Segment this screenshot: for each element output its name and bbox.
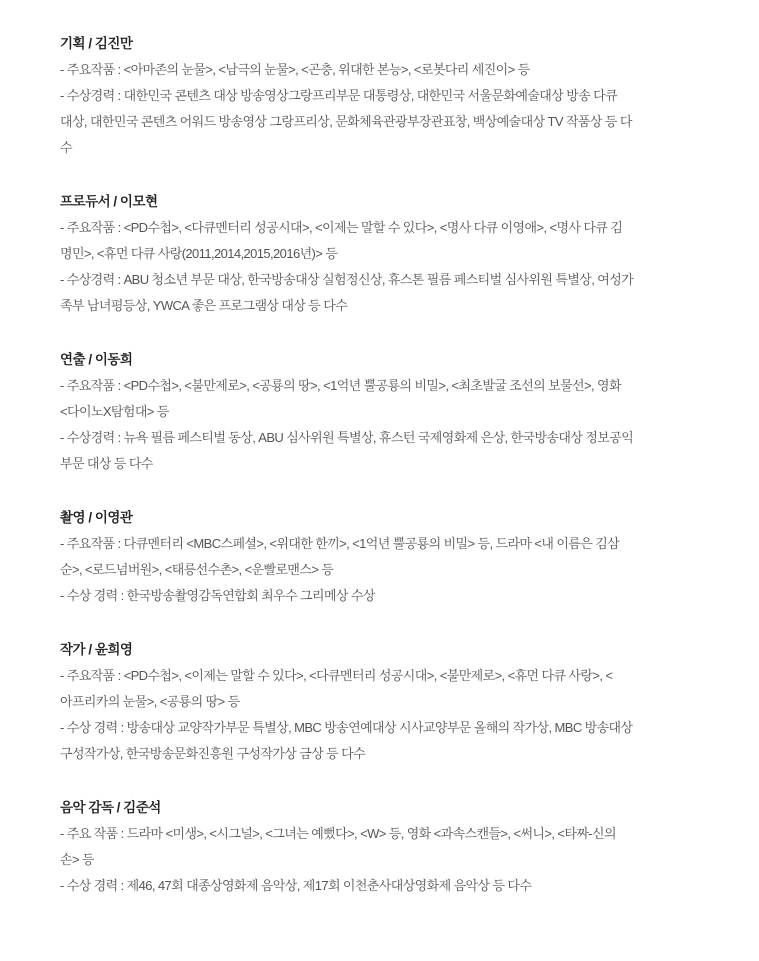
credit-heading: 기획 / 김진만: [60, 36, 133, 51]
credit-line: <다이노X탐험대> 등: [60, 404, 169, 419]
credit-line: - 수상경력 : 뉴욕 필름 페스티벌 동상, ABU 심사위원 특별상, 휴스턴 국제영화제 은상, 한국방송대상 정보공익: [60, 430, 634, 445]
credit-line: - 주요작품 : <PD수첩>, <다큐멘터리 성공시대>, <이제는 말할 수 있다>, <명사 다큐 이영애>, <명사 다큐 김: [60, 220, 623, 235]
credit-line: 손> 등: [60, 852, 94, 867]
credit-section: [60, 347, 700, 477]
staff-credits: [60, 31, 700, 927]
credit-heading: 음악 감독 / 김준석: [60, 800, 161, 815]
credit-line: - 수상 경력 : 방송대상 교양작가부문 특별상, MBC 방송연예대상 시사교양부문 올해의 작가상, MBC 방송대상: [60, 720, 633, 735]
credit-line: - 수상경력 : 대한민국 콘텐츠 대상 방송영상그랑프리부문 대통령상, 대한민국 서울문화예술대상 방송 다큐: [60, 88, 618, 103]
credit-heading: 촬영 / 이영관: [60, 510, 133, 525]
credit-line: 명민>, <휴먼 다큐 사랑(2011,2014,2015,2016년)> 등: [60, 246, 338, 261]
credit-line: - 주요작품 : <PD수첩>, <불만제로>, <공룡의 땅>, <1억년 뿔공룡의 비밀>, <최초발굴 조선의 보물선>, 영화: [60, 378, 621, 393]
credit-line: - 수상경력 : ABU 청소년 부문 대상, 한국방송대상 실험정신상, 휴스톤 필름 페스티벌 심사위원 특별상, 여성가: [60, 272, 634, 287]
credit-heading: 연출 / 이동희: [60, 352, 133, 367]
credit-line: 수: [60, 140, 72, 155]
credit-section: [60, 795, 700, 899]
credit-line: - 주요작품 : <PD수첩>, <이제는 말할 수 있다>, <다큐멘터리 성공시대>, <불만제로>, <휴먼 다큐 사랑>, <: [60, 668, 613, 683]
credit-line: 대상, 대한민국 콘텐츠 어워드 방송영상 그랑프리상, 문화체육관광부장관표창, 백상예술대상 TV 작품상 등 다: [60, 114, 632, 129]
credit-heading: 프로듀서 / 이모현: [60, 194, 158, 209]
credit-line: 아프리카의 눈물>, <공룡의 땅> 등: [60, 694, 240, 709]
credit-line: 족부 남녀평등상, YWCA 좋은 프로그램상 대상 등 다수: [60, 298, 348, 313]
credit-line: 순>, <로드넘버원>, <태릉선수촌>, <운빨로맨스> 등: [60, 562, 334, 577]
credit-section: [60, 31, 700, 161]
credit-line: - 주요 작품 : 드라마 <미생>, <시그널>, <그녀는 예뻤다>, <W> 등, 영화 <과속스캔들>, <써니>, <타짜-신의: [60, 826, 616, 841]
credit-line: - 주요작품 : <아마존의 눈물>, <남극의 눈물>, <곤충, 위대한 본능>, <로봇다리 세진이> 등: [60, 62, 530, 77]
credit-section: [60, 637, 700, 767]
credit-line: - 수상 경력 : 제46, 47회 대종상영화제 음악상, 제17회 이천춘사대상영화제 음악상 등 다수: [60, 878, 532, 893]
credit-section: [60, 189, 700, 319]
credit-section: [60, 505, 700, 609]
credit-line: 부문 대상 등 다수: [60, 456, 153, 471]
credit-line: 구성작가상, 한국방송문화진흥원 구성작가상 금상 등 다수: [60, 746, 366, 761]
credit-heading: 작가 / 윤희영: [60, 642, 133, 657]
credit-line: - 주요작품 : 다큐멘터리 <MBC스페셜>, <위대한 한끼>, <1억년 뿔공룡의 비밀> 등, 드라마 <내 이름은 김삼: [60, 536, 620, 551]
credit-line: - 수상 경력 : 한국방송촬영감독연합회 최우수 그리메상 수상: [60, 588, 375, 603]
